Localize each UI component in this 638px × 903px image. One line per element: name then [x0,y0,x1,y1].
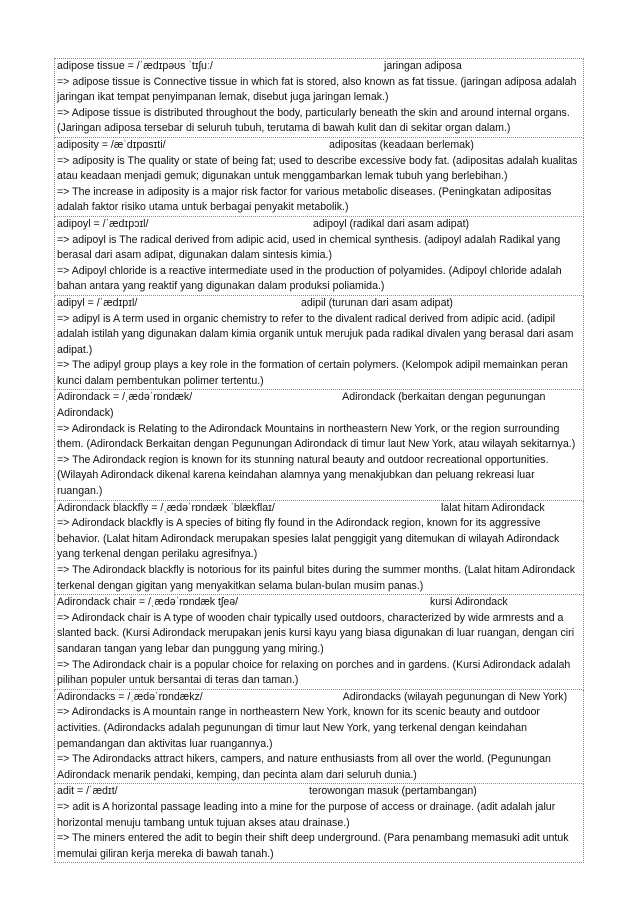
entry-adirondack-blackfly [54,501,584,596]
entry-adiposity [54,138,584,217]
entry-term: Adirondack chair = /ˌædəˈrɒndæk tʃeə/ [57,596,239,609]
entry-translation: Adirondack (berkaitan dengan pegunungan Adirondack) [57,391,546,420]
entry-term: adipose tissue = /ˈædɪpəʊs ˈtɪʃuː/ [57,60,213,72]
entry-term: Adirondack = /ˌædəˈrɒndæk/ [57,391,193,404]
entry-example: => The Adirondack region is known for its stunning natural beauty and outdoor recreational opportunities. (Wilayah Adirondack dikenal karena keindahan alamnya yang menakjubkan dan peluang rekreasi luar ruangan.) [57,453,549,498]
entry-definition: => Adirondack is Relating to the Adirondack Mountains in northeastern New York, or the region surrounding them. (Adirondack Berkaitan dengan Pegunungan Adirondack di timur laut New York, atau wilayah sekitarnya.) [57,422,576,451]
entry-example: => Adipoyl chloride is a reactive intermediate used in the production of polyamides. (Adipoyl chloride adalah bahan antara yang reaktif yang digunakan dalam produksi poliamida.) [57,264,562,293]
entry-translation: adipositas (keadaan berlemak) [329,138,474,151]
entry-term: adit = /ˈædɪt/ [57,785,118,798]
entry-term: adipyl = /ˈædɪpɪl/ [57,296,138,309]
entry-definition: => Adirondack chair is A type of wooden chair typically used outdoors, characterized by wide armrests and a slanted back. (Kursi Adirondack merupakan jenis kursi kayu yang biasa digunakan di luar ruangan, dengan ciri sandaran tangan yang lebar dan punggung yang miring.) [57,611,575,655]
entry-adirondack-chair [54,595,584,690]
entry-definition: => adipyl is A term used in organic chemistry to refer to the divalent radical derived from adipic acid. (adipil adalah istilah yang digunakan dalam kimia organik untuk merujuk pada radikal divalen yang berasal dari asam adipat.) [57,312,574,356]
entry-example: => The increase in adiposity is a major risk factor for various metabolic diseases. (Peningkatan adipositas adalah faktor risiko utama untuk berbagai penyakit metabolik.) [57,185,552,214]
entry-example: => The Adirondack chair is a popular choice for relaxing on porches and in gardens. (Kursi Adirondack adalah pilihan populer untuk bersantai di teras dan taman.) [57,658,571,687]
entry-definition: => adit is A horizontal passage leading into a mine for the purpose of access or drainage. (adit adalah jalur horizontal menuju tambang untuk tujuan akses atau drainase.) [57,800,556,829]
entry-adipyl [54,296,584,391]
entry-translation: Adirondacks (wilayah pegunungan di New York) [342,690,568,703]
entry-adirondacks [54,690,584,785]
entry-translation: kursi Adirondack [430,596,508,609]
entry-translation: lalat hitam Adirondack [441,501,545,514]
entry-translation: adipoyl (radikal dari asam adipat) [313,217,470,230]
entry-term: adipoyl = /ˈædɪpɔɪl/ [57,217,149,230]
entry-term: Adirondacks = /ˌædəˈrɒndækz/ [57,690,203,703]
entry-example: => The adipyl group plays a key role in the formation of certain polymers. (Kelompok adipil memainkan peran kunci dalam pembentukan polimer tertentu.) [57,359,568,387]
entry-adit [54,784,584,863]
entry-translation: terowongan masuk (pertambangan) [309,785,477,798]
entry-translation: adipil (turunan dari asam adipat) [301,296,453,309]
entry-adipose-tissue [54,58,584,138]
entry-example: => The Adirondack blackfly is notorious for its painful bites during the summer months. (Lalat hitam Adirondack terkenal dengan gigitan yang menyakitkan selama bulan-bulan musim panas.) [57,564,575,592]
entry-example: => The miners entered the adit to begin their shift deep underground. (Para penambang memasuki adit untuk memulai giliran kerja mereka di bawah tanah.) [57,832,569,860]
entry-example: => Adipose tissue is distributed throughout the body, particularly beneath the skin and around internal organs. (Jaringan adiposa tersebar di seluruh tubuh, terutama di bawah kulit dan di sekitar organ dalam.) [57,106,570,135]
entry-translation: jaringan adiposa [384,60,462,72]
entry-adirondack [54,390,584,500]
entry-definition: => Adirondacks is A mountain range in northeastern New York, known for its scenic beauty and outdoor activities. (Adirondacks adalah pegunungan di timur laut New York, yang terkenal dengan keindahan pemandangan dan aktivitas luar ruangannya.) [57,706,540,750]
entry-definition: => adiposity is The quality or state of being fat; used to describe excessive body fat. (adipositas adalah kualitas atau keadaan menjadi gemuk; digunakan untuk menggambarkan lemak tubuh yang berlebihan.) [57,154,578,183]
entry-term: adiposity = /æˈdɪpɑsɪti/ [57,138,166,151]
entry-term: Adirondack blackfly = /ˌædəˈrɒndæk ˈblækflaɪ/ [57,501,275,514]
entry-definition: => adipoyl is The radical derived from adipic acid, used in chemical synthesis. (adipoyl adalah Radikal yang berasal dari asam adipat, digunakan dalam sintesis kimia.) [57,233,561,262]
entry-definition: => adipose tissue is Connective tissue in which fat is stored, also known as fat tissue. (jaringan adiposa adalah jaringan ikat tempat penyimpanan lemak, disebut juga jaringan lemak.) [57,75,577,104]
entry-example: => The Adirondacks attract hikers, campers, and nature enthusiasts from all over the world. (Pegunungan Adirondack menarik pendaki, kemping, dan pecinta alam dari seluruh dunia.) [57,753,551,781]
dictionary-page [54,58,584,863]
entry-definition: => Adirondack blackfly is A species of biting fly found in the Adirondack region, known for its aggressive behavior. (Lalat hitam Adirondack merupakan spesies lalat penggigit yang ditemukan di wilayah Adirondack yang terkenal dengan perilaku agresifnya.) [57,517,560,561]
entry-adipoyl [54,217,584,296]
